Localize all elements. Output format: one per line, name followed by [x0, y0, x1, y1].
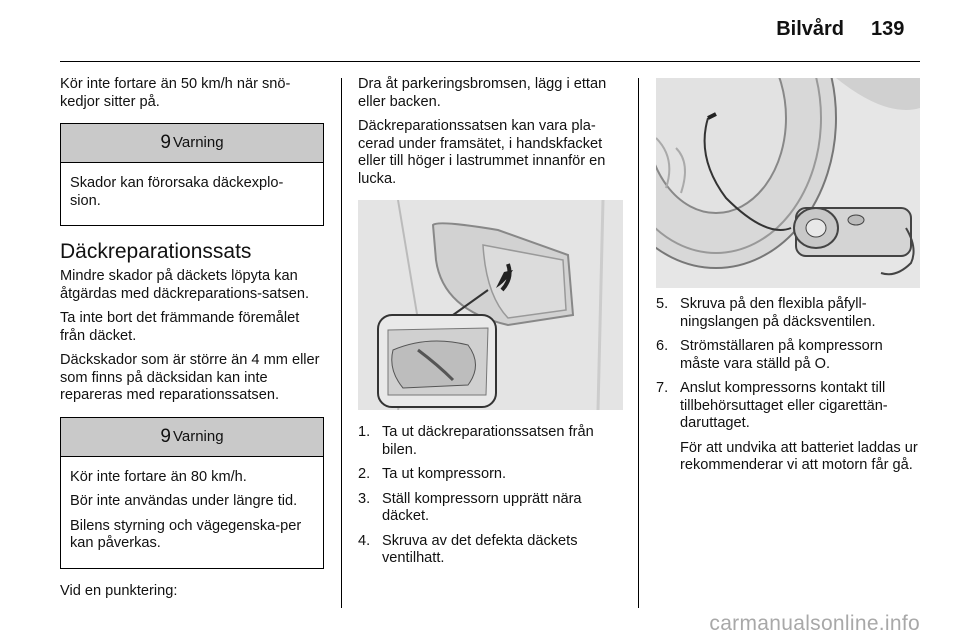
outro-text: Vid en punktering: — [60, 582, 178, 599]
step-number: 3. — [358, 490, 371, 507]
step-number: 6. — [656, 338, 669, 354]
compressor-illustration — [656, 78, 920, 288]
list-item — [358, 466, 623, 484]
step-content — [680, 380, 921, 482]
figure-compressor-hose — [656, 78, 920, 288]
step-number: 4. — [358, 532, 371, 549]
step-text: Skruva av det defekta däckets ventilhatt. — [382, 532, 578, 566]
list-item — [358, 424, 623, 459]
warning-triangle-icon: 9 — [160, 425, 171, 447]
warning-text: Kör inte fortare än 80 km/h. — [70, 468, 247, 485]
list-item — [656, 296, 921, 331]
step-number: 7. — [656, 380, 669, 396]
paragraph: Mindre skador på däckets löpyta kan åtgärdas med däckreparations-satsen. — [60, 268, 310, 302]
list-item — [656, 338, 921, 373]
watermark: carmanualsonline.info — [709, 612, 920, 635]
header-rule — [60, 61, 920, 62]
step-text: Anslut kompressorns kontakt till tillbehörsuttaget eller cigarettän-daruttaget. — [680, 380, 888, 431]
column-divider-1 — [341, 78, 342, 608]
warning-header — [61, 124, 323, 163]
step-text: Ställ kompressorn upprätt nära däcket. — [382, 490, 582, 524]
intro-text: Kör inte fortare än 50 km/h när snö-kedjor sitter på. — [60, 76, 291, 110]
column-1 — [60, 76, 324, 607]
paragraph: Ta inte bort det främmande föremålet från däcket. — [60, 310, 300, 344]
warning-title: Varning — [172, 134, 224, 152]
warning-body — [61, 163, 323, 225]
step-text: Skruva på den flexibla påfyll-ningslangen på däcksventilen. — [680, 296, 876, 330]
warning-body — [61, 457, 323, 568]
warning-text: Bör inte användas under längre tid. — [70, 493, 298, 509]
step-number: 5. — [656, 296, 669, 312]
warning-text: Skador kan förorsaka däckexplo-sion. — [70, 175, 284, 209]
warning-header — [61, 418, 323, 457]
column-2 — [358, 76, 623, 195]
page-number: 139 — [871, 18, 905, 40]
section-title: Däckreparationssats — [60, 240, 252, 263]
list-item — [656, 380, 921, 482]
paragraph: Dra åt parkeringsbromsen, lägg i ettan eller backen. — [358, 76, 607, 110]
step-text: Strömställaren på kompressorn måste vara ställd på O. — [680, 338, 883, 372]
warning-triangle-icon: 9 — [160, 132, 171, 154]
figure-trunk-compartment — [358, 200, 623, 410]
steps-list-1 — [358, 424, 623, 575]
warning-title: Varning — [172, 427, 224, 445]
step-text: Ta ut däckreparationssatsen från bilen. — [382, 424, 594, 458]
warning-box-2 — [60, 417, 324, 569]
warning-text: Bilens styrning och vägegenska-per kan påverkas. — [70, 517, 302, 551]
list-item — [358, 533, 623, 568]
paragraph: Däckreparationssatsen kan vara pla-cerad under framsätet, i handskfacket eller till höger i lastrummet innanför en lucka. — [358, 118, 606, 187]
column-3 — [656, 296, 921, 489]
column-divider-2 — [638, 78, 639, 608]
step-number: 2. — [358, 466, 371, 482]
chapter-title: Bilvård — [776, 18, 844, 40]
step-text: Ta ut kompressorn. — [382, 466, 507, 482]
list-item — [358, 491, 623, 526]
step-note: För att undvika att batteriet laddas ur rekommenderar vi att motorn får gå. — [680, 439, 918, 473]
paragraph: Däckskador som är större än 4 mm eller som finns på däcksidan kan inte repareras med reparationssatsen. — [60, 352, 320, 403]
trunk-illustration — [358, 200, 623, 410]
warning-box-1 — [60, 123, 324, 226]
step-number: 1. — [358, 424, 371, 440]
